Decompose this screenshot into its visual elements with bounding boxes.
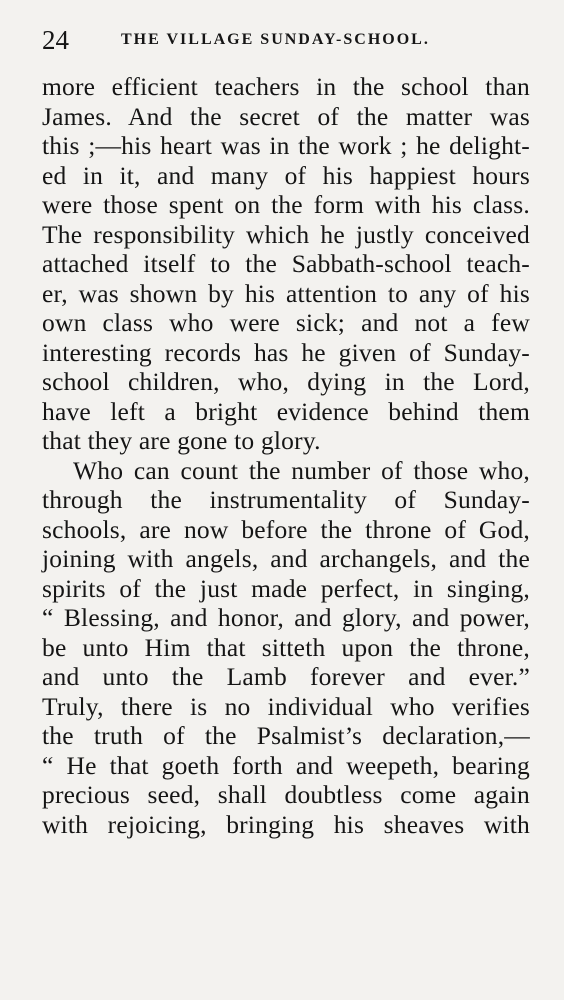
page-header <box>42 22 530 58</box>
text-line: this ;—his heart was in the work ; he delight- <box>42 131 530 160</box>
text-line: own class who were sick; and not a few <box>42 308 530 337</box>
text-line: Truly, there is no individual who verifies <box>42 691 530 721</box>
text-line: be unto Him that sitteth upon the throne, <box>42 632 530 662</box>
text-line: The responsibility which he justly conceived <box>42 219 530 249</box>
text-line: the truth of the Psalmist’s declaration,— <box>42 721 530 750</box>
page-number: 24 <box>42 25 69 55</box>
text-line: more efficient teachers in the school than <box>42 72 530 101</box>
paragraph-2 <box>42 456 530 840</box>
text-line: James. And the secret of the matter was <box>42 101 530 131</box>
text-line: through the instrumentality of Sunday- <box>42 485 530 514</box>
text-line: ed in it, and many of his happiest hours <box>42 160 530 190</box>
text-line: er, was shown by his attention to any of his <box>42 278 530 308</box>
text-line: Who can count the number of those who, <box>73 455 530 485</box>
text-line: spirits of the just made perfect, in singing, <box>42 573 530 603</box>
text-line: school children, who, dying in the Lord, <box>42 367 530 396</box>
body-text <box>42 72 530 839</box>
text-line: “ He that goeth forth and weepeth, bearing <box>42 750 530 780</box>
text-line: schools, are now before the throne of God, <box>42 514 530 544</box>
text-line: attached itself to the Sabbath-school teach- <box>42 249 530 278</box>
text-line: interesting records has he given of Sunday- <box>42 337 530 367</box>
text-line: joining with angels, and archangels, and the <box>42 544 530 573</box>
text-line: have left a bright evidence behind them <box>42 396 530 426</box>
text-line: and unto the Lamb forever and ever.” <box>42 662 530 691</box>
text-line: were those spent on the form with his class. <box>42 190 530 219</box>
paragraph-1 <box>42 72 530 456</box>
text-line: that they are gone to glory. <box>42 426 321 455</box>
text-line: “ Blessing, and honor, and glory, and power, <box>42 603 530 632</box>
running-head: THE VILLAGE SUNDAY-SCHOOL. <box>121 31 430 48</box>
text-line: with rejoicing, bringing his sheaves with <box>42 809 530 839</box>
text-line: precious seed, shall doubtless come again <box>42 780 530 809</box>
